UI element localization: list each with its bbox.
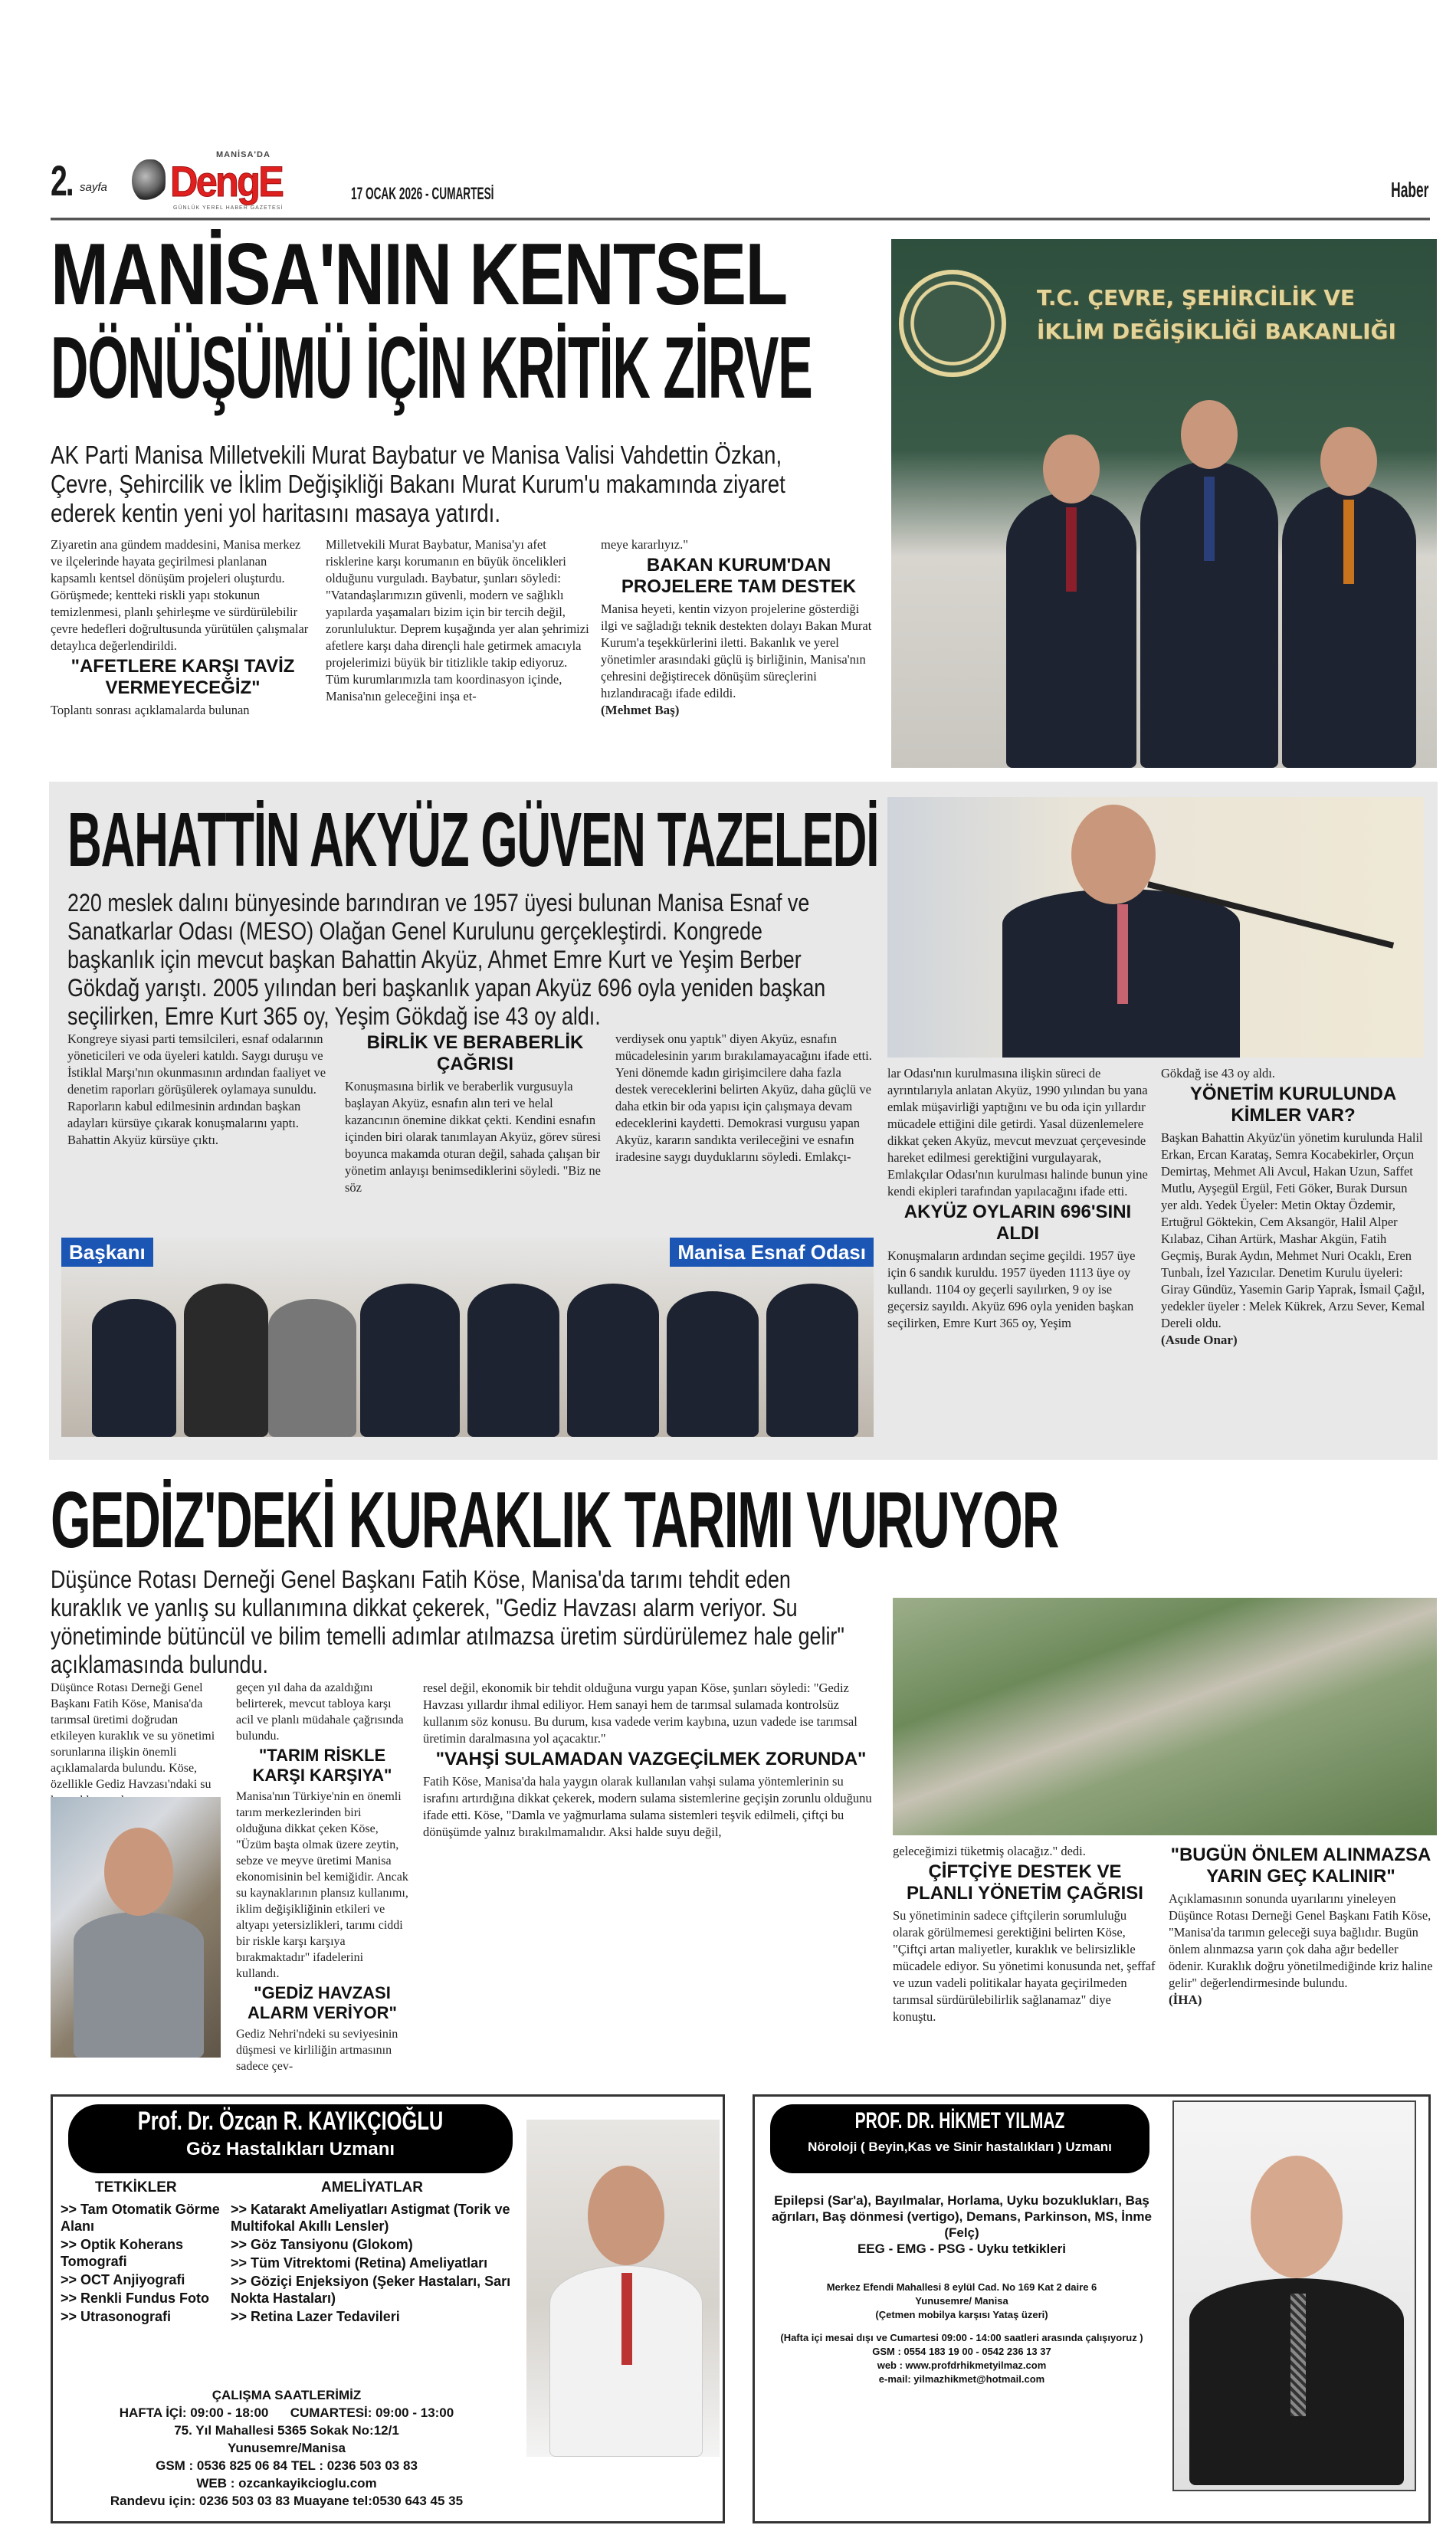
article1-lede: AK Parti Manisa Milletvekili Murat Baybatur ve Manisa Valisi Vahdettin Özkan, Çevre, Şehircilik ve İklim Değişikliği Bakanı Murat Kurum'u makamında ziyaret ederek kentin yeni yol haritasını masaya yatırdı. (51, 441, 785, 527)
person-left-tie (1066, 507, 1077, 592)
article1-subhead-2: BAKAN KURUM'DAN PROJELERE TAM DESTEK (621, 555, 857, 597)
group-photo (61, 1238, 874, 1437)
group-person (268, 1299, 356, 1437)
article3-subhead-5: "BUGÜN ÖNLEM ALINMAZSA YARIN GEÇ KALINIR" (1170, 1845, 1431, 1887)
article3-subhead-1: "TARIM RİSKLE KARŞI KARŞIYA" (252, 1746, 392, 1785)
article3-column-4 (893, 1843, 1157, 2025)
header-divider (51, 218, 1430, 221)
ad2-contact-block (770, 2281, 1153, 2386)
article1-col3-text: meye kararlıyız." (601, 537, 688, 552)
ad2-email[interactable]: e-mail: yilmazhikmet@hotmail.com (878, 2373, 1045, 2385)
article2-subhead-3: YÖNETİM KURULUNDA KİMLER VAR? (1189, 1084, 1397, 1126)
ad1-doctor-tie (621, 2273, 632, 2365)
ad2-phones[interactable]: GSM : 0554 183 19 00 - 0542 236 13 37 (872, 2346, 1051, 2357)
ad1-address1: 75. Yıl Mahallesi 5365 Sokak No:12/1 (174, 2423, 399, 2438)
group-person (467, 1284, 559, 1437)
article3-col3-text2: Fatih Köse, Manisa'da hala yaygın olarak kullanılan vahşi sulama yöntemlerinin su israfını artırdığına dikkat çekerek, modern sulama sistemlerine geçişin zorunlu olduğunu ifade etti. Köse, "Damla ve yağmurlama sulama sistemleri teşvik edilmeli, çiftçi bu dönüşümde yalnız bırakılmamalıdır. Aksi halde suyu değil, (423, 1774, 872, 1839)
newspaper-logo[interactable] (132, 150, 316, 215)
ministry-sign-line2: İKLİM DEĞİŞİKLİĞİ BAKANLIĞI (1037, 319, 1396, 344)
group-person (766, 1284, 858, 1437)
ad1-surgeries-list (231, 2201, 518, 2327)
group-person (567, 1284, 659, 1437)
ad-list-item: >> Optik Koherans Tomografi (61, 2237, 184, 2269)
article3-column-5 (1169, 1843, 1433, 2009)
ad1-contact-block (53, 2386, 520, 2510)
article2-col2-text: Konuşmasına birlik ve beraberlik vurgusuyla başlayan Akyüz, esnafın alın teri ve helal kazancının önemine dikkat çekti. Kendini esnafın içinden biri olarak tanımlayan Akyüz, görev süresi boyunca makamda oturan değil, sahada çalışan bir yönetim anlayışı benimsediklerini söyledi. "Biz ne söz (345, 1079, 602, 1195)
issue-date: 17 OCAK 2026 - CUMARTESİ (351, 184, 494, 203)
section-label: Haber (1390, 178, 1428, 202)
article3-column-2 (236, 1680, 408, 2074)
article2-column-3 (615, 1031, 876, 1166)
ad2-web[interactable]: web : www.profdrhikmetyilmaz.com (877, 2359, 1047, 2371)
photo-banner-left: Başkanı (61, 1238, 153, 1267)
speaker-at-podium-photo (887, 797, 1424, 1058)
group-person (184, 1284, 268, 1437)
article1-headline-line1: MANİSA'NIN KENTSEL (51, 226, 787, 323)
ad-neurologist[interactable] (753, 2094, 1431, 2523)
ad2-services2: EEG - EMG - PSG - Uyku tetkikleri (857, 2241, 1067, 2256)
aerial-river-photo (893, 1598, 1437, 1835)
ad2-address3: (Çetmen mobilya karşısı Yataş üzeri) (875, 2309, 1048, 2320)
logo-head-icon (132, 159, 166, 202)
article2-col1-text: Kongreye siyasi parti temsilcileri, esnaf odalarının yöneticileri ve oda üyeleri katıldı. Saygı duruşu ve İstiklal Marşı'nın okunmasının ardından faaliyet ve denetim raporları görüşülerek oylamaya sunuldu. Raporların kabul edilmesinin ardından başkan adayları kürsüye çıkarak konuşmalarını yaptı. Bahattin Akyüz kürsüye çıktı. (67, 1031, 326, 1147)
ad2-services1: Epilepsi (Sar'a), Bayılmalar, Horlama, Uyku bozuklukları, Baş ağrıları, Baş dönmesi (vertigo), Demans, Parkinson, MS, İnme (Felç) (772, 2193, 1152, 2240)
logo-small-text: MANİSA'DA (216, 150, 271, 159)
ad-eye-doctor[interactable] (51, 2094, 725, 2523)
ad2-address2: Yunusemre/ Manisa (915, 2295, 1008, 2307)
article2-column-2 (345, 1031, 605, 1196)
article1-column-2 (326, 536, 590, 705)
article1-headline-line2: DÖNÜŞÜMÜ İÇİN KRİTİK ZİRVE (51, 320, 812, 417)
article3-subhead-2: "GEDİZ HAVZASI ALARM VERİYOR" (248, 1983, 397, 2022)
portrait-body (74, 1912, 204, 2058)
article1-col1-text2: Toplantı sonrası açıklamalarda bulunan (51, 703, 250, 717)
article3-col2-text: geçen yıl daha da azaldığını belirterek, mevcut tabloya karşı acil ve planlı müdahale çağrısında bulundu. (236, 1681, 404, 1743)
ad-list-item: >> Tam Otomatik Görme Alanı (61, 2202, 220, 2234)
article1-column-1 (51, 536, 315, 719)
ministry-seal-icon (899, 270, 1006, 377)
article2-byline: (Asude Onar) (1161, 1333, 1238, 1347)
article3-lede: Düşünce Rotası Derneği Genel Başkanı Fatih Köse, Manisa'da tarımı tehdit eden kuraklık ve yanlış su kullanımına dikkat çekerek, "Gediz Havzası alarm veriyor. Su yönetiminde bütüncül ve bilim temelli adımlar atılmazsa üretim sürdürülemez hale gelir" açıklamasında bulundu. (51, 1566, 844, 1678)
ad2-doctor-head (1251, 2156, 1343, 2278)
article3-headline: GEDİZ'DEKİ KURAKLIK TARIMI VURUYOR (51, 1476, 1059, 1565)
ad2-address1: Merkez Efendi Mahallesi 8 eylül Cad. No 169 Kat 2 daire 6 (826, 2281, 1097, 2293)
person-center-tie (1204, 477, 1215, 561)
ad2-doctor-photo (1172, 2100, 1416, 2491)
ad-list-item: >> Utrasonografi (61, 2309, 172, 2324)
person-left-head (1043, 435, 1100, 503)
article3-col5-text: Açıklamasının sonunda uyarılarını yineleyen Düşünce Rotası Derneği Genel Başkanı Fatih Köse, "Manisa'da tarımın geleceği suya bağlıdır. Bugün önlem alınmazsa yarın çok daha ağır bedeller ödenir. Kuraklık doğru yönetilmediğinde kriz haline gelir" değerlendirmesinde bulundu. (1169, 1891, 1433, 1990)
ad-list-item: >> Göz Tansiyonu (Glokom) (231, 2237, 413, 2252)
article3-col2-text2: Manisa'nın Türkiye'nin en önemli tarım merkezlerinden biri olduğuna dikkat çeken Köse, "Üzüm başta olmak üzere zeytin, sebze ve meyve üretimi Manisa ekonomisinin bel kemiğidir. Ancak su kaynaklarının plansız kullanımı, iklim değişikliğinin etkileri ve altyapı yetersizlikleri, tarımı ciddi bir riskle karşı karşıya bırakmaktadır" ifadelerini kullandı. (236, 1790, 408, 1980)
ad1-surgeries-heading: AMELİYATLAR (321, 2179, 423, 2195)
ad-list-item: >> Göziçi Enjeksiyon (Şeker Hastaları, Sarı Nokta Hastaları) (231, 2274, 511, 2306)
article3-col2-text3: Gediz Nehri'ndeki su seviyesinin düşmesi ve kirliliğin artmasının sadece çev- (236, 2028, 398, 2073)
ad-list-item: >> Tüm Vitrektomi (Retina) Ameliyatları (231, 2255, 488, 2271)
article1-col2-text: Milletvekili Murat Baybatur, Manisa'yı afet risklerine karşı korumanın en büyük öncelikleri olduğunu vurguladı. Baybatur, şunları söyledi: "Vatandaşlarımızın güvenli, modern ve sağlıklı yapılarda yaşamaları bizim için bir tercih değil, zorunluluktur. Deprem kuşağında yer alan şehrimizi afetlere karşı daha dirençli hale getirmek amacıyla projelerimizi büyük bir titizlikle takip ediyoruz. Tüm kurumlarımızla tam koordinasyon içinde, Manisa'nın geleceğini inşa et- (326, 537, 589, 703)
ad1-tests-heading: TETKİKLER (95, 2179, 177, 2195)
ad2-doctor-tie (1290, 2294, 1306, 2416)
group-person (92, 1299, 176, 1437)
article3-col3-text: resel değil, ekonomik bir tehdit olduğuna vurgu yapan Köse, şunları söyledi: "Gediz Havzası yıllardır ihmal ediliyor. Hem sanayi hem de tarımsal sulamada kontrolsüz kullanım söz konusu. Bu durum, kısa vadede verim kaybına, uzun vadede ise tarımsal üretimin daralmasına yol açacaktır." (423, 1681, 858, 1746)
ad1-hours-heading: ÇALIŞMA SAATLERİMİZ (212, 2388, 362, 2402)
ad-list-item: >> OCT Anjiyografi (61, 2272, 185, 2287)
logo-main-text: DengE (170, 157, 283, 205)
article1-subhead-1: "AFETLERE KARŞI TAVİZ VERMEYECEĞİZ" (71, 656, 295, 698)
ad1-hours: HAFTA İÇİ: 09:00 - 18:00 CUMARTESİ: 09:00 - 13:00 (119, 2405, 454, 2420)
ad-list-item: >> Katarakt Ameliyatları Astigmat (Torik ve Multifokal Akıllı Lensler) (231, 2202, 510, 2234)
article1-col3-text2: Manisa heyeti, kentin vizyon projelerine gösterdiği ilgi ve sağladığı teknik destekten dolayı Bakan Murat Kurum'a teşekkürlerini iletti. Bakanlık ve yerel yönetimler arasındaki güçlü iş birliğinin, Manisa'nın çehresini değiştirecek dönüşüm süreçlerini hızlandıracağı ifade edildi. (601, 602, 872, 700)
ad1-web[interactable]: WEB : ozcankayikcioglu.com (196, 2476, 377, 2491)
article2-subhead-2: AKYÜZ OYLARIN 696'SINI ALDI (903, 1202, 1132, 1244)
speaker-tie (1117, 904, 1128, 1004)
ministry-sign-line1: T.C. ÇEVRE, ŞEHİRCİLİK VE (1037, 285, 1356, 310)
ad1-doctor-photo (526, 2120, 720, 2457)
ad1-address2: Yunusemre/Manisa (227, 2441, 346, 2455)
article3-col4-text: geleceğimizi tüketmiş olacağız." dedi. (893, 1844, 1086, 1858)
article2-column-5 (1161, 1065, 1425, 1349)
ad1-name-banner (68, 2104, 513, 2173)
fatih-kose-portrait (51, 1797, 221, 2058)
article2-col3-text: verdiysek onu yaptık" diyen Akyüz, esnafın mücadelesinin yarım bırakılamayacağını ifade etti. Yeni dönemde kadın girişimcilere daha fazla destek vereceklerini belirten Akyüz, daha güçlü ve daha etkin bir oda yapısı için çalışmaya devam edeceklerini kaydetti. Demokrasi vurgusu yapan Akyüz, kararın sandıkta verileceğini ve esnafın iradesine saygı duyduklarını söyledi. Emlakçı- (615, 1031, 872, 1164)
ad2-hours: (Hafta içi mesai dışı ve Cumartesi 09:00 - 14:00 saatleri arasında çalışıyoruz ) (780, 2332, 1143, 2343)
ad1-appointment[interactable]: Randevu için: 0236 503 03 83 Muayane tel:0530 643 45 35 (110, 2494, 464, 2508)
article2-column-4 (887, 1065, 1148, 1332)
article3-subhead-3: "VAHŞİ SULAMADAN VAZGEÇİLMEK ZORUNDA" (435, 1749, 867, 1769)
article2-headline: BAHATTİN AKYÜZ GÜVEN TAZELEDİ (67, 797, 879, 883)
person-center-head (1181, 400, 1238, 469)
article1-column-3 (601, 536, 877, 719)
article2-column-1 (67, 1031, 328, 1149)
ad1-phones[interactable]: GSM : 0536 825 06 84 TEL : 0236 503 03 83 (156, 2458, 418, 2473)
article3-col4-text2: Su yönetiminin sadece çiftçilerin sorumluluğu olarak görülmemesi gerektiğini belirten Köse, "Çiftçi artan maliyetler, kuraklık ve belirsizlikle mücadele ediyor. Su yönetimi konusunda net, şeffaf ve uzun vadeli politikalar hayata geçirilmeden tarımsal sürdürülebilirlik sağlanamaz" diye konuştu. (893, 1908, 1156, 2024)
ad-list-item: >> Renkli Fundus Foto (61, 2291, 210, 2306)
article2-col5-text: Gökdağ ise 43 oy aldı. (1161, 1066, 1275, 1081)
ad2-services (770, 2192, 1153, 2257)
person-right-tie (1343, 500, 1354, 584)
ad1-doctor-title: Göz Hastalıkları Uzmanı (185, 2139, 395, 2159)
article3-column-1 (51, 1680, 223, 1809)
portrait-head (104, 1828, 173, 1916)
article3-byline: (İHA) (1169, 1992, 1202, 2007)
article1-col1-text: Ziyaretin ana gündem maddesini, Manisa merkez ve ilçelerinde hayata geçirilmesi planlanan kapsamlı kentsel dönüşüm projeleri oluşturdu. Görüşmede; kentteki riskli yapı stokunun temizlenmesi, planlı şehirleşme ve sürdürülebilir çevre hedefleri doğrultusunda yürütülen çalışmalar detaylıca değerlendirildi. (51, 537, 309, 653)
group-person (667, 1291, 759, 1437)
ministry-meeting-photo (891, 239, 1437, 768)
article2-lede: 220 meslek dalını bünyesinde barındıran ve 1957 üyesi bulunan Manisa Esnaf ve Sanatkarlar Odası (MESO) Olağan Genel Kurulunu gerçekleştirdi. Kongrede başkanlık için mevcut başkan Bahattin Akyüz, Ahmet Emre Kurt ve Yeşim Berber Gökdağ yarıştı. 2005 yılından beri başkanlık yapan Akyüz 696 oyla yeniden başkan seçilirken, Emre Kurt 365 oy, Yeşim Gökdağ ise 43 oy aldı. (67, 889, 826, 1030)
ad2-doctor-title: Nöroloji ( Beyin,Kas ve Sinir hastalıkları ) Uzmanı (808, 2140, 1112, 2154)
ad1-doctor-name: Prof. Dr. Özcan R. KAYIKÇIOĞLU (137, 2107, 444, 2136)
ad2-doctor-name: PROF. DR. HİKMET YILMAZ (854, 2108, 1065, 2133)
ad-list-item: >> Retina Lazer Tedavileri (231, 2309, 400, 2324)
speaker-head (1071, 805, 1156, 904)
ad1-tests-list (61, 2201, 225, 2327)
article3-subhead-4: ÇİFTÇİYE DESTEK VE PLANLI YÖNETİM ÇAĞRISI (907, 1861, 1143, 1904)
article3-column-3 (423, 1680, 879, 1841)
article2-col4-text: lar Odası'nın kurulmasına ilişkin süreci de ayrıntılarıyla anlatan Akyüz, 1990 yılından bu yana emlak müşavirliği yaptığını ve bu oda için yıllardır mücadele ettiğini dile getirdi. Yasal düzenlemelere dikkat çeken Akyüz, mevcut mevzuat çerçevesinde hareket edilmesi gerektiğini vurgulayarak, Emlakçılar Odası'nın kurulması halinde bunun yine kendi ekipleri tarafından yapılacağını ifade etti. (887, 1066, 1148, 1199)
article2-col4-text2: Konuşmaların ardından seçime geçildi. 1957 üye için 6 sandık kuruldu. 1957 üyeden 1113 üye oy kullandı. 1104 oy geçerli sayılırken, 9 oy ise geçersiz sayıldı. Akyüz 696 oyla yeniden başkan seçilirken, Emre Kurt 365 oy, Yeşim (887, 1248, 1136, 1330)
photo-banner-right: Manisa Esnaf Odası (670, 1238, 874, 1267)
article2-subhead-1: BİRLİK VE BERABERLİK ÇAĞRISI (366, 1032, 584, 1074)
logo-sub-text: GÜNLÜK YEREL HABER GAZETESİ (173, 205, 284, 211)
article1-byline: (Mehmet Baş) (601, 703, 680, 717)
page-word: sayfa (80, 181, 107, 194)
group-person (360, 1284, 460, 1437)
article2-col5-text2: Başkan Bahattin Akyüz'ün yönetim kurulunda Halil Erkan, Ercan Karataş, Semra Kocabekirler, Orçun Demirtaş, Mehmet Ali Avcul, Hakan Uzun, Saffet Mutlu, Ayşegül Ergül, Feti Göker, Burak Dursun yer aldı. Yedek Üyeler: Metin Oktay Özdemir, Ertuğrul Göktekin, Cem Aksangör, Halil Alper Kılabaz, Cihan Artürk, Mashar Akgün, Fatih Geçmiş, Burak Aydın, Mehmet Nuri Ocaklı, Eren Tunbalı, İzel Yazıcılar. Denetim Kurulu üyeleri: Giray Gündüz, Yasemin Garip Yaprak, İsmail Çağıl, yedekler üyeler : Melek Kükrek, Arzu Sever, Kemal Dereli oldu. (1161, 1130, 1425, 1330)
ad1-doctor-head (588, 2166, 664, 2265)
person-right-head (1320, 427, 1377, 496)
article3-col1-text: Düşünce Rotası Derneği Genel Başkanı Fatih Köse, Manisa'da tarımsal üretimi doğrudan etkileyen kuraklık ve su yönetimi sorunlarına ilişkin önemli açıklamalarda bulundu. Köse, özellikle Gediz Havzası'ndaki su (51, 1681, 215, 1791)
page-number: 2. (51, 156, 73, 205)
ad2-name-banner (770, 2104, 1149, 2173)
